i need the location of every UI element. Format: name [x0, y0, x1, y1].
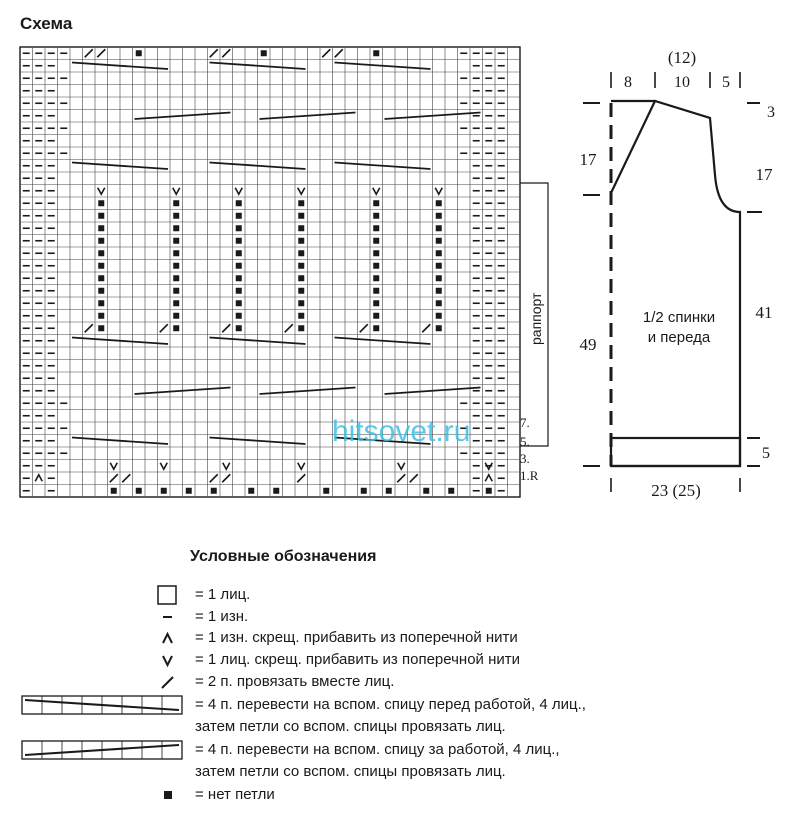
garment-outline	[611, 101, 740, 466]
caret-down-icon	[163, 656, 172, 665]
legend-text: = 1 лиц. скрещ. прибавить из поперечной нити	[195, 651, 520, 668]
knit-square-icon	[158, 586, 176, 604]
square-icon	[0, 584, 190, 608]
right-dim-label: 41	[755, 303, 773, 322]
legend-text: = 4 п. перевести на вспом. спицу перед работой, 4 лиц.,	[195, 696, 586, 713]
chart-title: Схема	[20, 14, 73, 33]
center-label: и переда	[647, 329, 711, 346]
center-label: 1/2 спинки	[642, 309, 716, 326]
bottom-dim-label: 23 (25)	[651, 481, 701, 500]
watermark: hitsovet.ru	[332, 415, 471, 448]
no-stitch-icon	[0, 784, 190, 808]
caret-up-icon	[0, 627, 190, 651]
right-dim-label: 3	[767, 104, 775, 121]
legend-text: = 4 п. перевести на вспом. спицу за работой, 4 лиц.,	[195, 741, 560, 758]
row-label: 5.	[520, 434, 530, 449]
no-stitch-icon	[164, 791, 172, 799]
top-segment-label: 5	[722, 74, 730, 91]
caret-down-icon	[0, 649, 190, 673]
legend-text-continued: затем петли со вспом. спицы провязать лиц.	[195, 718, 506, 735]
legend-text: = 1 лиц.	[195, 586, 251, 603]
caret-up-icon	[163, 634, 172, 643]
right-dim-label: 5	[762, 445, 770, 462]
legend-text: = 1 изн.	[195, 608, 249, 625]
row-label: 3.	[520, 451, 530, 466]
right-dim-label: 17	[755, 165, 773, 184]
row-label: 1.R	[520, 468, 539, 483]
top-total-label: (12)	[667, 48, 697, 67]
row-label: 7.	[520, 415, 530, 430]
legend-title: Условные обозначения	[190, 548, 377, 565]
rapport-label: раппорт	[528, 292, 544, 345]
left-dim-label: 49	[579, 335, 597, 354]
left-dim-label: 17	[579, 150, 597, 169]
rib-band	[611, 438, 740, 466]
legend-text: = нет петли	[195, 786, 275, 803]
cable-back-icon	[0, 739, 190, 763]
legend-text: = 2 п. провязать вместе лиц.	[195, 673, 395, 690]
legend-text-continued: затем петли со вспом. спицы провязать лиц.	[195, 763, 506, 780]
slash-icon	[0, 671, 190, 695]
top-segment-label: 10	[674, 74, 690, 91]
cable-front-icon	[0, 694, 190, 718]
slash-icon	[162, 677, 173, 688]
legend-text: = 1 изн. скрещ. прибавить из поперечной нити	[195, 629, 518, 646]
top-segment-label: 8	[624, 74, 632, 91]
